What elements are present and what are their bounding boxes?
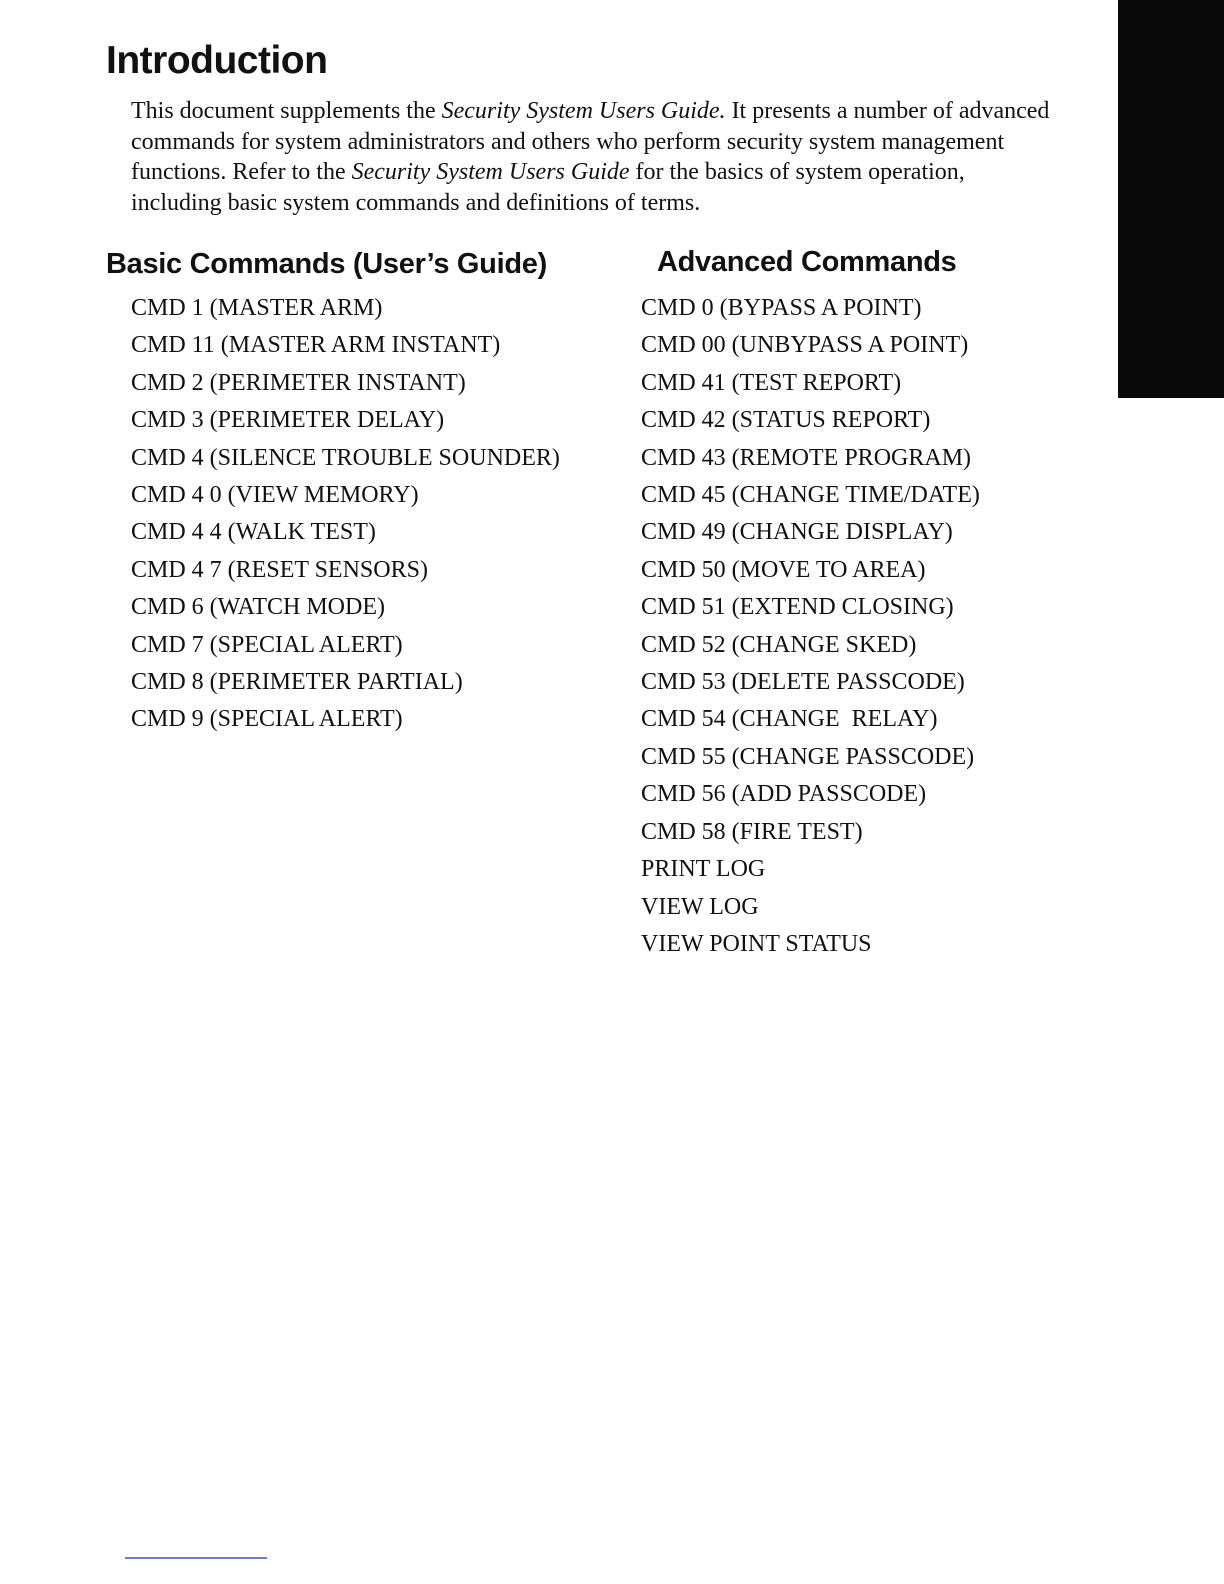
basic-command-item: CMD 3 (PERIMETER DELAY) [131,407,445,434]
advanced-command-item: CMD 0 (BYPASS A POINT) [641,295,922,321]
advanced-command-item: CMD 58 (FIRE TEST) [641,818,863,845]
advanced-command-item: CMD 45 (CHANGE TIME/DATE) [641,482,980,509]
basic-command-item: CMD 4 (SILENCE TROUBLE SOUNDER) [131,444,560,471]
advanced-commands-list [641,290,980,963]
basic-command-item: CMD 4 0 (VIEW MEMORY) [131,482,419,509]
basic-command-item: CMD 6 (WATCH MODE) [131,594,385,621]
advanced-command-item: CMD 43 (REMOTE PROGRAM) [641,444,972,471]
advanced-command-item: CMD 51 (EXTEND CLOSING) [641,594,954,621]
advanced-command-item: VIEW POINT STATUS [641,930,872,957]
advanced-command-item: CMD 55 (CHANGE PASSCODE) [641,743,975,770]
basic-command-item: CMD 11 (MASTER ARM INSTANT) [131,332,501,359]
guide-title-2: Security System Users Guide [351,159,630,185]
advanced-command-item: CMD 42 (STATUS REPORT) [641,407,931,434]
advanced-command-item: CMD 50 (MOVE TO AREA) [641,556,926,583]
footer-rule [125,1557,267,1559]
basic-command-item: CMD 2 (PERIMETER INSTANT) [131,369,466,396]
basic-command-item: CMD 4 4 (WALK TEST) [131,519,376,546]
advanced-command-item: CMD 56 (ADD PASSCODE) [641,781,927,808]
basic-commands-list [131,290,560,739]
advanced-command-item: CMD 00 (UNBYPASS A POINT) [641,332,969,359]
advanced-command-item: CMD 52 (CHANGE SKED) [641,631,917,658]
intro-text-3: for the basics of system operation, including basic system commands and definitions of terms. [131,159,965,216]
basic-command-item: CMD 8 (PERIMETER PARTIAL) [131,669,463,696]
intro-paragraph [131,96,1061,218]
advanced-commands-heading: Advanced Commands [657,246,957,278]
guide-title-1: Security System Users Guide. [441,98,726,124]
basic-commands-heading: Basic Commands (User’s Guide) [106,248,547,280]
advanced-command-item: CMD 49 (CHANGE DISPLAY) [641,519,953,546]
advanced-command-item: CMD 41 (TEST REPORT) [641,369,902,396]
basic-command-item: CMD 9 (SPECIAL ALERT) [131,706,403,733]
basic-command-item: CMD 1 (MASTER ARM) [131,295,383,321]
basic-command-item: CMD 7 (SPECIAL ALERT) [131,631,403,658]
intro-text-1: This document supplements the [131,98,442,124]
section-tab-marker [1118,0,1224,398]
page-title: Introduction [106,39,328,82]
intro-text-2: It presents a number of advanced commands for system administrators and others who perform security system management functions. Refer to the [131,98,1050,185]
basic-command-item: CMD 4 7 (RESET SENSORS) [131,556,428,583]
advanced-command-item: PRINT LOG [641,856,766,883]
advanced-command-item: CMD 54 (CHANGE RELAY) [641,706,938,733]
advanced-command-item: CMD 53 (DELETE PASSCODE) [641,669,965,696]
advanced-command-item: VIEW LOG [641,893,759,920]
